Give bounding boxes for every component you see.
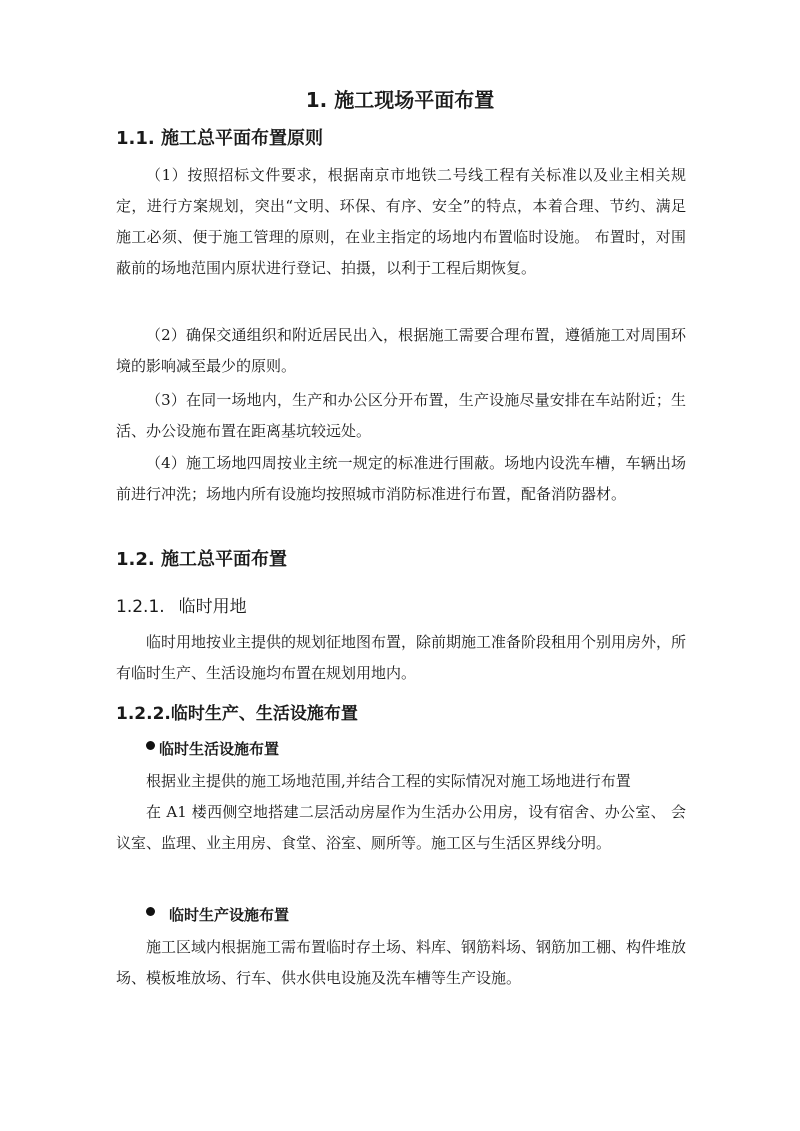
paragraph-living-1: 根据业主提供的施工场地范围,并结合工程的实际情况对施工场地进行布置 [146,772,631,790]
paragraph-1-2-1: 临时用地按业主提供的规划征地图布置，除前期施工准备阶段租用个别用房外，所有临时生产、生活设施均布置在规划用地内。 [116,633,687,682]
page-title: 1. 施工现场平面布置 [305,88,495,112]
section-heading-1-2: 1.2. 施工总平面布置 [116,549,287,570]
subsection-heading-1-2-2: 1.2.2.临时生产、生活设施布置 [116,704,358,724]
bullet-dot-icon [146,741,155,750]
bullet-item-living-facilities [146,737,279,761]
section-heading-1-1: 1.1. 施工总平面布置原则 [116,128,323,149]
bullet-dot-icon [146,907,155,916]
paragraph-1-1-4: （4）施工场地四周按业主统一规定的标准进行围蔽。场地内设洗车槽，车辆出场前进行冲洗；场地内所有设施均按照城市消防标准进行布置，配备消防器材。 [116,454,686,503]
paragraph-1-1-2: （2）确保交通组织和附近居民出入，根据施工需要合理布置，遵循施工对周围环境的影响减至最少的原则。 [116,326,686,375]
subsection-number: 1.2.1. [116,597,165,617]
paragraph-1-1-3: （3）在同一场地内，生产和办公区分开布置，生产设施尽量安排在车站附近；生活、办公设施布置在距离基坑较远处。 [116,391,686,440]
bullet-item-production-facilities [146,903,289,927]
paragraph-living-2: 在 A1 楼西侧空地搭建二层活动房屋作为生活办公用房，设有宿舍、办公室、 会议室、监理、业主用房、食堂、浴室、厕所等。施工区与生活区界线分明。 [116,803,686,852]
bullet-title: 临时生产设施布置 [169,906,290,924]
bullet-title: 临时生活设施布置 [159,740,280,758]
subsection-title: 临时用地 [178,597,247,617]
paragraph-1-1-1: （1）按照招标文件要求，根据南京市地铁二号线工程有关标准以及业主相关规定，进行方案规划，突出“文明、环保、有序、安全”的特点，本着合理、节约、满足施工必须、便于施工管理的原则，在业主指定的场地内布置临时设施。 布置时，对围蔽前的场地范围内原状进行登记、拍摄，以利于工程后期恢复。 [116,166,686,277]
subsection-heading-1-2-1 [116,594,247,620]
paragraph-production: 施工区域内根据施工需布置临时存土场、料库、钢筋料场、钢筋加工棚、构件堆放场、模板堆放场、行车、供水供电设施及洗车槽等生产设施。 [116,938,687,987]
